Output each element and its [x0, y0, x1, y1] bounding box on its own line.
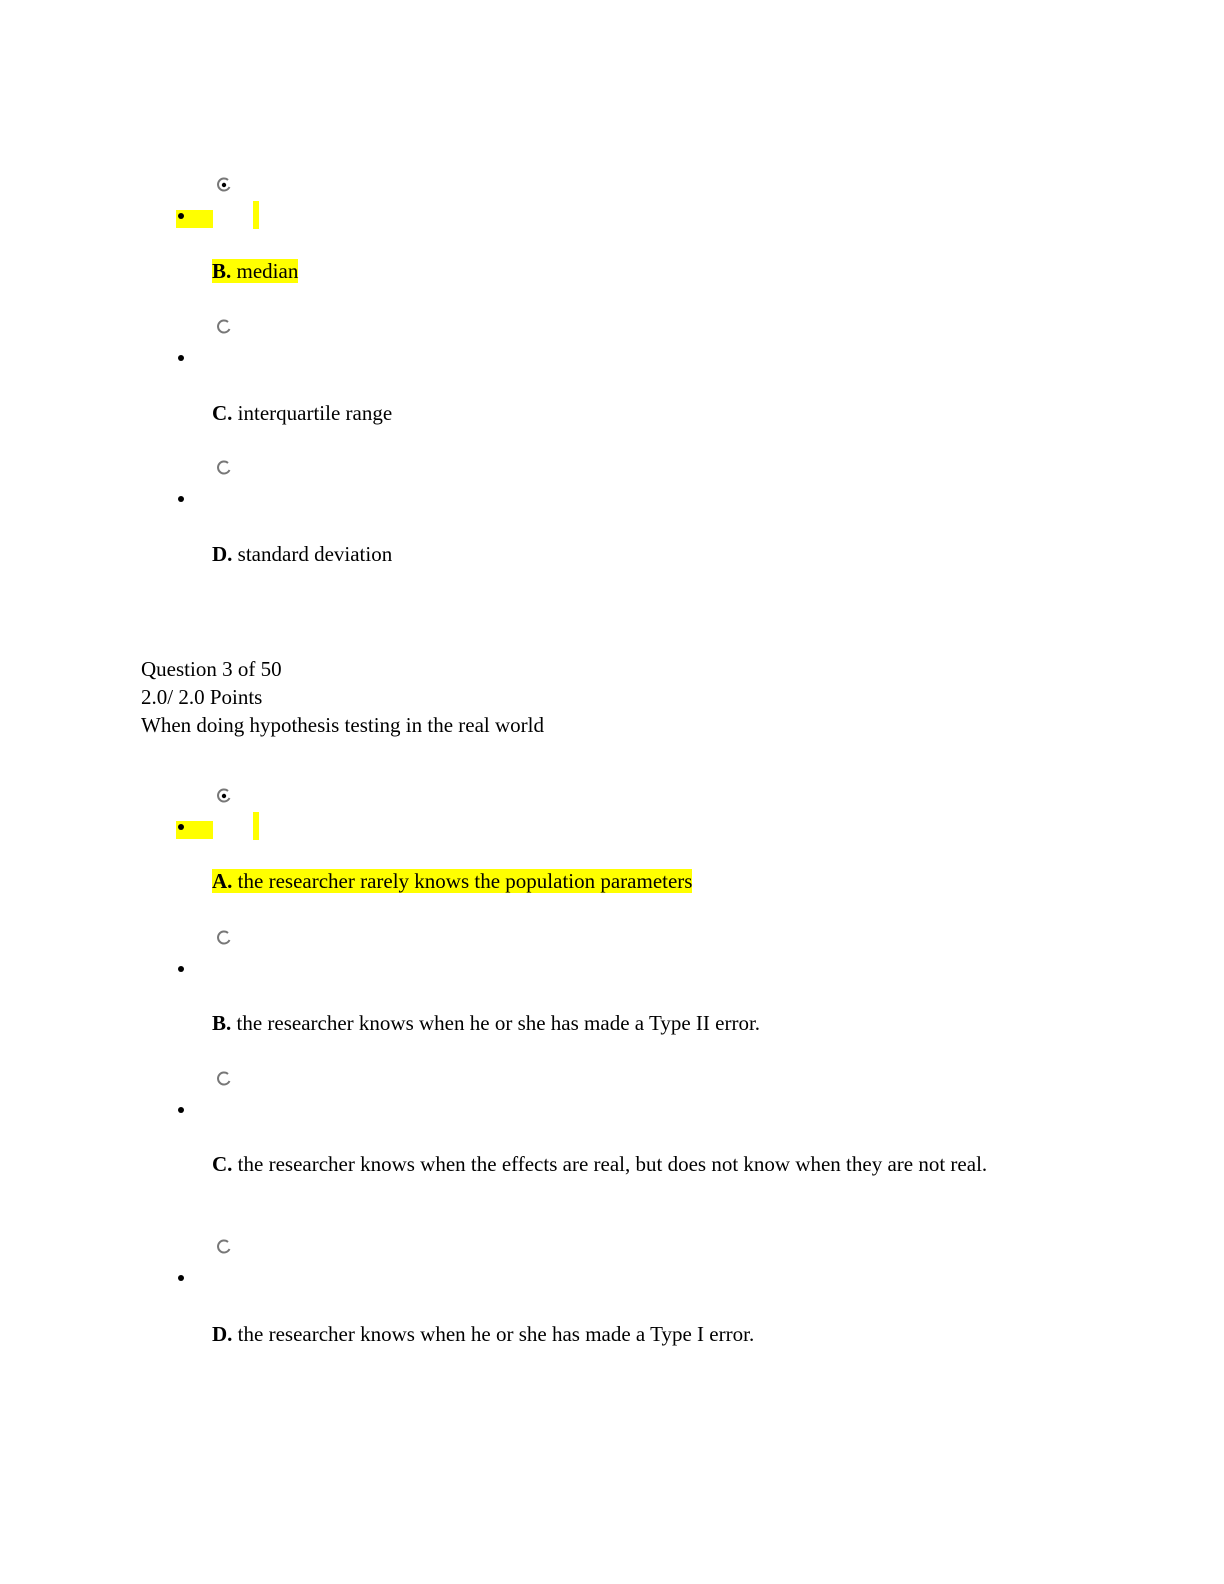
radio-unselected-icon[interactable]: [216, 319, 232, 335]
bullet-icon: [178, 496, 184, 502]
bullet-icon: [178, 824, 184, 830]
answer-option-q2-c: [212, 401, 392, 425]
bullet-icon: [178, 966, 184, 972]
question-number: Question 3 of 50: [141, 657, 282, 681]
question-points: 2.0/ 2.0 Points: [141, 685, 263, 709]
answer-option-q2-d: [212, 542, 392, 566]
radio-selected-icon[interactable]: [216, 788, 232, 804]
option-text: the researcher rarely knows the population parameters: [237, 869, 693, 893]
option-text: the researcher knows when he or she has made a Type II error.: [236, 1011, 761, 1035]
bullet-icon: [178, 1107, 184, 1113]
question-prompt: When doing hypothesis testing in the real world: [141, 713, 545, 737]
option-letter: A.: [212, 869, 233, 893]
radio-unselected-icon[interactable]: [216, 460, 232, 476]
option-highlight-marker: [253, 812, 259, 840]
option-letter: B.: [212, 1011, 232, 1035]
radio-unselected-icon[interactable]: [216, 930, 232, 946]
bullet-icon: [178, 355, 184, 361]
option-highlight-marker: [253, 201, 259, 229]
option-text: the researcher knows when he or she has made a Type I error.: [237, 1322, 755, 1346]
option-letter: C.: [212, 401, 233, 425]
option-text: the researcher knows when the effects are real, but does not know when they are not real.: [237, 1152, 988, 1176]
bullet-icon: [178, 213, 184, 219]
bullet-icon: [178, 1275, 184, 1281]
option-text: median: [236, 259, 299, 283]
answer-option-q3-d: [212, 1322, 754, 1346]
answer-option-q3-b: [212, 1011, 760, 1035]
option-text: interquartile range: [237, 401, 393, 425]
option-letter: C.: [212, 1152, 233, 1176]
option-letter: D.: [212, 1322, 233, 1346]
radio-unselected-icon[interactable]: [216, 1071, 232, 1087]
answer-option-q3-a: [212, 869, 692, 893]
option-text: standard deviation: [237, 542, 393, 566]
option-letter: B.: [212, 259, 232, 283]
radio-selected-icon[interactable]: [216, 177, 232, 193]
radio-unselected-icon[interactable]: [216, 1239, 232, 1255]
answer-option-q2-b: [212, 259, 298, 283]
option-letter: D.: [212, 542, 233, 566]
answer-option-q3-c: [212, 1150, 1062, 1178]
